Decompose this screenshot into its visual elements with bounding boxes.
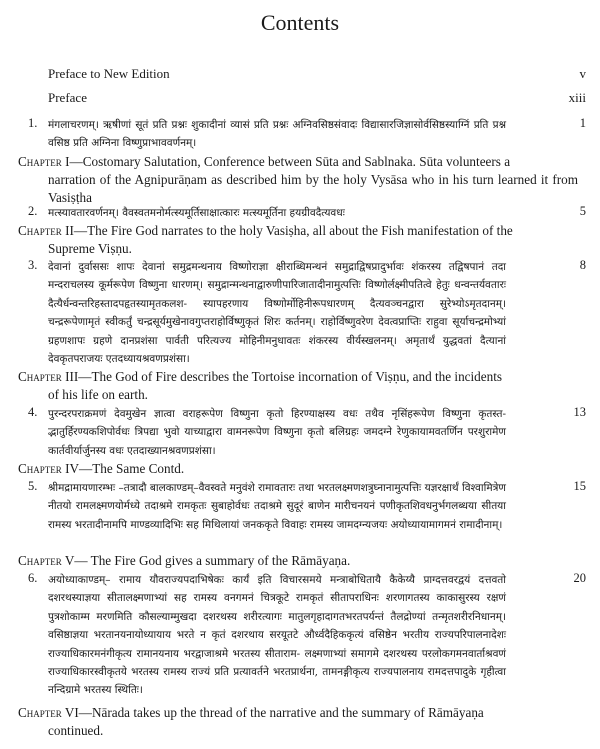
entry-number: 4. [28,405,38,419]
entry-number: 3. [28,258,38,272]
page-number: 1 [579,116,586,130]
chapter-description-continued: Supreme Viṣṇu. [48,241,132,256]
page-number: 15 [573,479,586,493]
page-number: 13 [573,405,586,419]
chapter-heading [18,153,578,207]
chapter-description: — The Fire God gives a summary of the Rāmāyaṇa. [74,553,351,568]
entry-number: 1. [28,116,38,130]
front-matter-label: Preface [48,90,87,105]
front-matter-label: Preface to New Edition [48,66,170,81]
chapter-label: Chapter V [18,553,75,568]
page-number: xiii [568,90,586,105]
page-title: Contents [260,10,340,35]
chapter-description-continued: narration of the Agnipurāṇam as described him by the holy Vysāsa who in his turn learned it from Vasiṣṭha [48,172,578,205]
chapter-description: —The Same Contd. [79,461,185,476]
chapter-description: —Costomary Salutation, Conference between Sūta and Sablnaka. Sūta volunteers a [69,154,511,169]
chapter-description-continued: of his life on earth. [48,387,148,402]
sanskrit-summary: मत्स्यावतारवर्णनम्। वैवस्वतमनोर्मत्स्यमूर्तिसाक्षात्कारः मत्स्यमूर्तिना हयग्रीवदैत्यवधः [48,207,345,219]
entry-number: 6. [28,571,38,585]
chapter-label: Chapter I [18,154,70,169]
sanskrit-summary: मंगलाचरणम्। ऋषीणां सूतं प्रति प्रश्नः शुकादीनां व्यासं प्रति प्रश्नः अग्निवसिष्ठसंवादः विद्यासारजिज्ञासोर्वसिष्ठस्याग्निं प्रति प्रश्न वसिष्ठ प्रति अग्निना विष्णुप्राभाववर्णनम्। [48,119,506,150]
chapter-heading [18,460,578,478]
chapter-label: Chapter III [18,369,79,384]
chapter-description: —The God of Fire describes the Tortoise incornation of Viṣṇu, and the incidents [78,369,503,384]
sanskrit-summary: श्रीमद्रामायणारम्भः –तत्रादौ बालकाण्डम्–वैवस्वते मनुवंशे रामावतारः तथा भरतलक्ष्मणशत्रुघ्नानामुत्पत्तिः यज्ञरक्षार्थं विश्वामित्रेण नीतयो रामलक्ष्मणयोर्मध्ये तदाश्रमे रामकृतः सुबाहोर्वधः तदाश्रमे सुदूरं बाणेन मारीचनयनं पणीकृतशिवधनुर्भगलब्धया सीतया रामस्य भरतादीनामपि माण्डव्यादिभिः सह मिथिलायां जनककृते विवाहः रामस्य जामदग्न्यजयः अयोध्यायामागमनं रामादीनाम्। [48,482,506,531]
chapter-label: Chapter VI [18,705,79,720]
entry-number: 5. [28,479,38,493]
chapter-heading [18,552,578,570]
sanskrit-summary: पुरन्दरपराक्रमणं देवमुखेन ज्ञात्वा वराहरूपेण विष्णुना कृतो हिरण्याक्षस्य वधः तथैव नृसिंहरूपेण विष्णुना कृतस्त- द्भातुर्हिरण्यकशिपोर्वधः त्रिपद्या भुवो याच्याद्वारा वामनरूपेण विष्णुना कृतो बलिग्रहः जमदग्ने रेणुकायामवतर्णिन परशुरामेण कार्तवीर्यार्जुनस्य वधः एतदाख्यानश्रवणप्रशंसा। [48,408,506,457]
page-number: 20 [573,571,586,585]
page-number: 5 [579,204,586,218]
chapter-label: Chapter IV [18,461,80,476]
chapter-description-continued: continued. [48,723,104,738]
sanskrit-summary: देवानां दुर्वाससः शापः देवानां समुद्रमन्थनाय विष्णोराज्ञा क्षीराब्धिमन्थनं समुद्राद्विषप्रादुर्भावः शंकरस्य तद्विषपानं तदा मन्दराचलस्य कूर्मरूपेण विष्णुना धारणम्। समुद्रान्मन्थनाद्वारुणीपारिजातादीनामुत्पत्तिः विष्णोर्लक्ष्मीपतित्वे हेतुः धन्वन्तर्यवतारः दैत्यैर्धन्वन्तरिहस्तादपहृतस्यामृतकलश- स्यापहरणाय विष्णोर्मोहिनीरूपधारणम् दैत्यवञ्चनद्वारा सुरेभ्योऽमृतदानम्। चन्द्ररूपेणामृतं स्वीकर्तुं चन्द्रसूर्यमुखेनावगुप्तराहोर्विष्णुकृतं शिरः कर्तनम्। राहोर्विष्णुवरेण देवत्वप्राप्तिः राहुवा सूर्याचन्द्रमोभ्यां ग्रहणशापः ग्रहणे दानप्रशंसा पार्वती परित्यज्य मोहिनीमनुधावतः शंकरस्य वीर्यस्खलनम्। अमृतार्थं युद्धवतां दैत्यानां देवकृतपराजयः एतदध्यायश्रवणप्रशंसा। [48,261,506,366]
chapter-description: —The Fire God narrates to the holy Vasiṣha, all about the Fish manifestation of the [73,223,513,238]
chapter-heading [18,704,578,740]
page-number: 8 [579,258,586,272]
sanskrit-summary: अयोध्याकाण्डम्– रामाय यौवराज्यपदाभिषेकः कार्यं इति विचारसमये मन्त्राबोधितायै कैकेय्यै प्राग्दत्तवरद्वयं दत्तवतो दशरथस्याज्ञया सीतालक्ष्मणाभ्यां सह रामस्य वनगमनं चित्रकूटे रामकृतं सीतापराधिनः शरणागतस्य काकासुरस्य रक्षणं पुत्रशोकाम्म मरणमिति कौसल्याम्मुखदा दशरथस्य शरीरत्यागः मातुलगृहादागतभरतपर्यन्तं तैलद्रोण्यां तन्मृतशरीरनिधानम्। वसिष्ठाज्ञया भरतानयनायोध्यायाय भरते न कृतं दशरथाय सरयूतटे और्ध्वदैहिककृत्यं वसिष्ठेन भरतीय राज्यपरिपालनादेशः राज्याधिकारमनंगीकृत्य रामानयनाय भरद्वाजाश्रमे भरतस्य सीताराम- लक्ष्मणाभ्यां समागमे दशरथस्य परलोकगमनवार्ताश्रवणं राज्याधिकारस्वीकृतये भरतस्य रामस्य राज्यं प्रति प्रत्यावर्तने भरतप्रार्थना, तामनङ्गीकृत्य राज्यपालनाय रामदत्तपादुके गृहीत्वा नन्दिग्रामे भरतस्य स्थितिः। [48,574,506,697]
chapter-label: Chapter II [18,223,74,238]
chapter-heading [18,368,578,404]
page-number: v [579,66,586,81]
entry-number: 2. [28,204,38,218]
chapter-heading [18,222,578,258]
chapter-description: —Nārada takes up the thread of the narrative and the summary of Rāmāyaṇa [78,705,484,720]
